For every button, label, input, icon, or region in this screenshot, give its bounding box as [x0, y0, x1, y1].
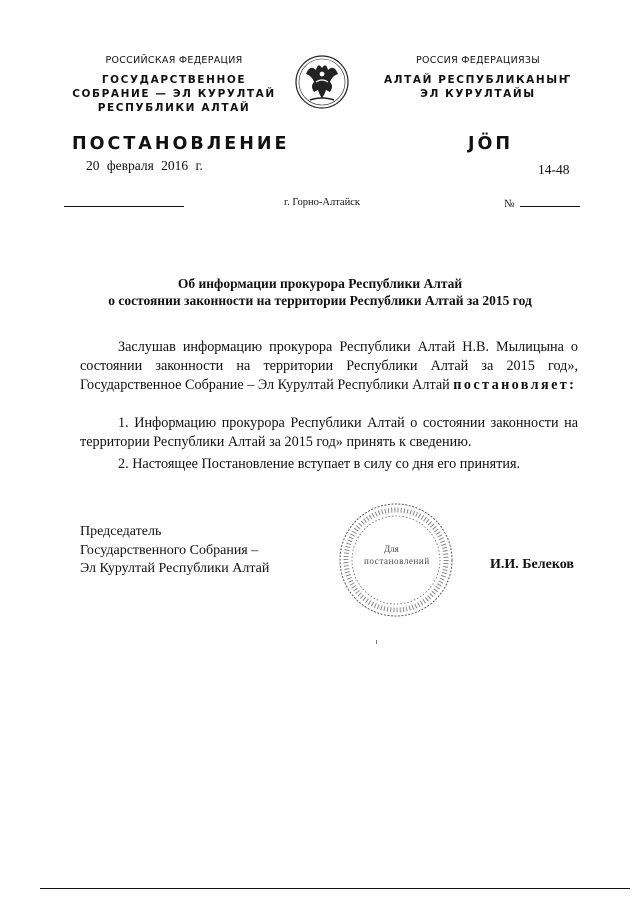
date-blank-line — [64, 206, 184, 207]
number-label: № — [504, 198, 515, 210]
header-right-org-line2: ЭЛ КУРУЛТАЙЫ — [420, 88, 536, 100]
body-resolves: постановляет: — [453, 377, 577, 393]
body-item-2: 2. Настоящее Постановление вступает в силу со дня его принятия. — [118, 456, 521, 472]
coat-of-arms-emblem — [294, 52, 350, 112]
document-title-line1: Об информации прокурора Республики Алтай — [177, 276, 463, 291]
footer-rule — [40, 888, 630, 889]
signature-role-line1: Председатель — [80, 524, 162, 539]
header-left-org — [60, 73, 288, 115]
signature-role — [80, 523, 310, 579]
stamp-text-line1: Для — [384, 544, 399, 554]
body-intro — [80, 338, 578, 395]
header-right-org — [378, 73, 578, 101]
signature-role-line3: Эл Курултай Республики Алтай — [80, 561, 270, 576]
number-blank-line — [520, 206, 580, 207]
body-item-1: 1. Информацию прокурора Республики Алтай о состоянии законности на территории Республики Алтай за 2015 год» принять к сведению. — [80, 415, 578, 450]
header-left-org-line2: СОБРАНИЕ — ЭЛ КУРУЛТАЙ — [72, 88, 276, 100]
stamp-text-line2: постановлений — [364, 556, 430, 566]
header-left-org-line3: РЕСПУБЛИКИ АЛТАЙ — [97, 102, 251, 114]
document-city: г. Горно-Алтайск — [284, 197, 360, 208]
header-right-org-line1: АЛТАЙ РЕСПУБЛИКАНЫҤ — [384, 74, 572, 86]
document-title — [0, 275, 640, 309]
document-type-ru: ПОСТАНОВЛЕНИЕ — [72, 134, 290, 154]
document-title-line2: о состоянии законности на территории Республики Алтай за 2015 год — [108, 293, 532, 308]
body-intro-text: Заслушав информацию прокурора Республики Алтай Н.В. Мылицына о состоянии законности на территории Республики Алтай за 2015 год», Государственное Собрание – Эл Курултай Республики Алтай — [80, 339, 578, 393]
header-right-country: РОССИЯ ФЕДЕРАЦИЯЗЫ — [416, 55, 540, 66]
scan-mark — [376, 640, 377, 644]
document-type-alt: JÖП — [468, 134, 514, 154]
signature-role-line2: Государственного Собрания – — [80, 542, 259, 558]
document-number: 14-48 — [538, 162, 570, 177]
signatory-name: И.И. Белеков — [490, 557, 574, 572]
header-left-country: РОССИЙСКАЯ ФЕДЕРАЦИЯ — [105, 55, 243, 66]
document-date: 20 февраля 2016 г. — [86, 158, 203, 173]
header-left-org-line1: ГОСУДАРСТВЕННОЕ — [101, 74, 247, 86]
